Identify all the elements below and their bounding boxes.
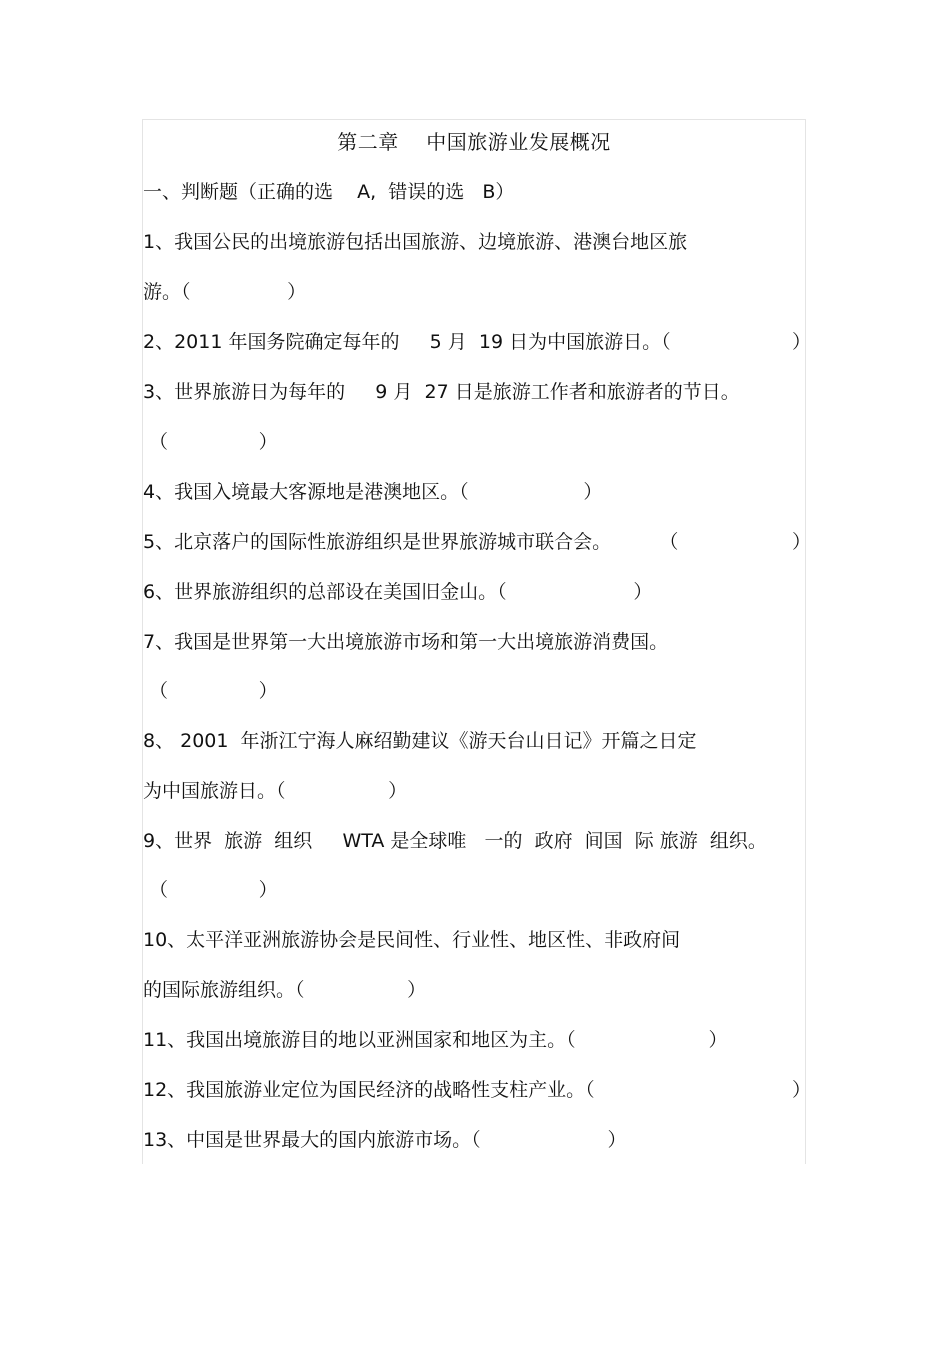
question-12-closing-paren: ） <box>792 1079 812 1101</box>
question-9-line-2: （ ） <box>143 879 278 901</box>
question-3-line-2: （ ） <box>143 431 278 453</box>
question-4-line: 4、我国入境最大客源地是港澳地区。（ ） <box>143 481 603 503</box>
question-2-closing-paren: ） <box>792 331 812 353</box>
question-11-line: 11、我国出境旅游目的地以亚洲国家和地区为主。（ ） <box>143 1029 728 1051</box>
question-2-line: 2、2011 年国务院确定每年的 5 月 19 日为中国旅游日。（ <box>143 331 671 353</box>
question-1-line-2: 游。（ ） <box>143 281 307 303</box>
question-7-line-1: 7、我国是世界第一大出境旅游市场和第一大出境旅游消费国。 <box>143 631 669 653</box>
question-5-line: 5、北京落户的国际性旅游组织是世界旅游城市联合会。 （ <box>143 531 679 553</box>
question-10-line-1: 10、太平洋亚洲旅游协会是民间性、行业性、地区性、非政府间 <box>143 929 681 951</box>
question-9-line-1: 9、世界 旅游 组织 WTA 是全球唯 一的 政府 间国 际 旅游 组织。 <box>143 830 767 852</box>
question-6-line: 6、世界旅游组织的总部设在美国旧金山。（ ） <box>143 581 653 603</box>
section-heading: 一、判断题（正确的选 A, 错误的选 B） <box>143 181 515 203</box>
question-8-line-2: 为中国旅游日。（ ） <box>143 780 408 802</box>
chapter-title: 第二章 中国旅游业发展概况 <box>337 130 611 154</box>
question-8-line-1: 8、 2001 年浙江宁海人麻绍勤建议《游天台山日记》开篇之日定 <box>143 730 697 752</box>
question-5-closing-paren: ） <box>792 531 812 553</box>
question-12-line: 12、我国旅游业定位为国民经济的战略性支柱产业。（ <box>143 1079 595 1101</box>
question-3-line-1: 3、世界旅游日为每年的 9 月 27 日是旅游工作者和旅游者的节日。 <box>143 381 740 403</box>
question-1-line-1: 1、我国公民的出境旅游包括出国旅游、边境旅游、港澳台地区旅 <box>143 231 688 253</box>
question-13-line: 13、中国是世界最大的国内旅游市场。（ ） <box>143 1129 627 1151</box>
question-10-line-2: 的国际旅游组织。（ ） <box>143 979 427 1001</box>
question-7-line-2: （ ） <box>143 680 278 702</box>
